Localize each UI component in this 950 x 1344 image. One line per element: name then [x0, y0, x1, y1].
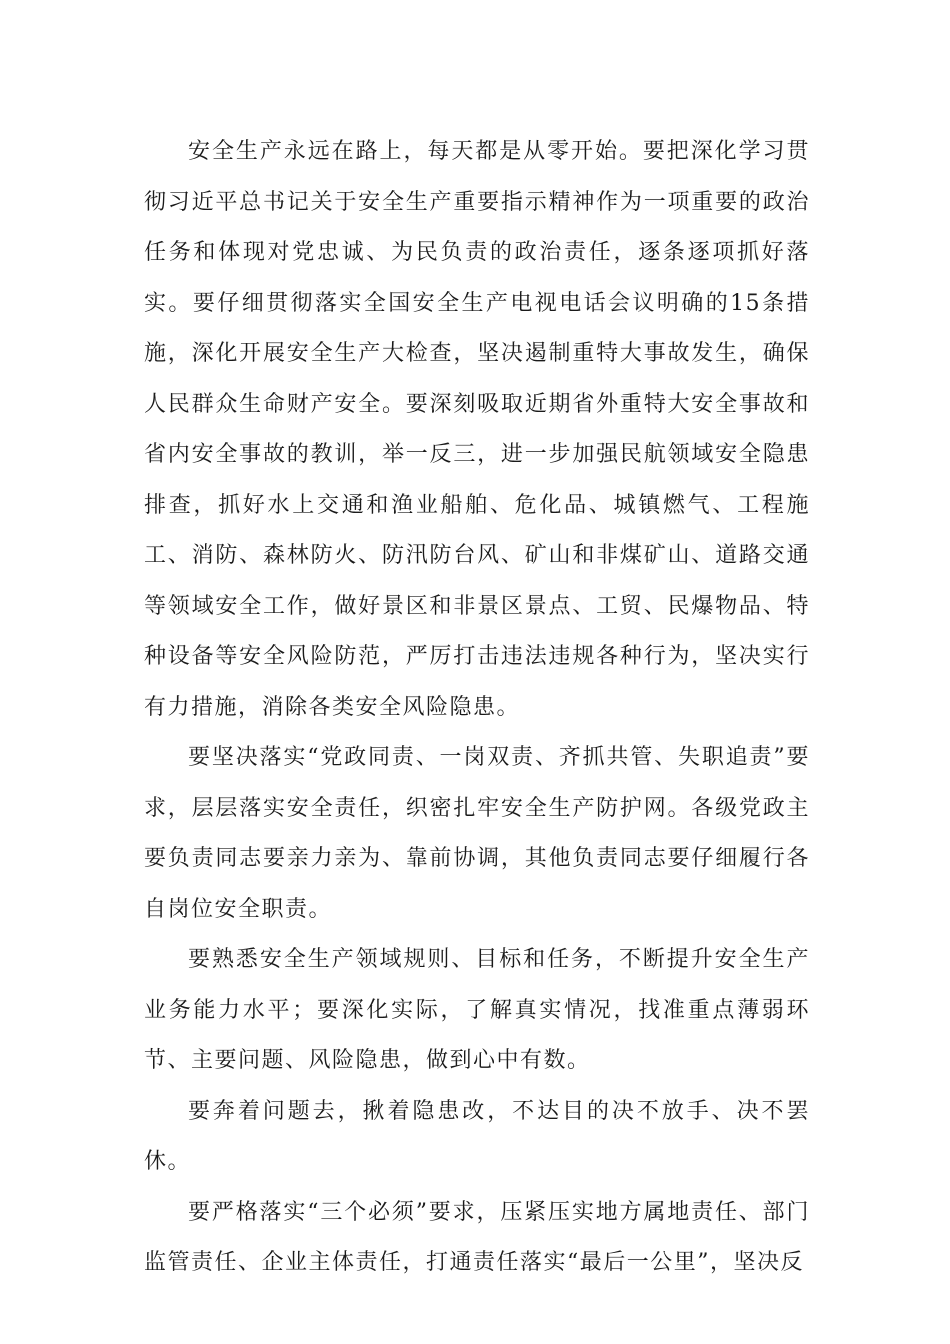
- paragraph: 要熟悉安全生产领域规则、目标和任务，不断提升安全生产业务能力水平；要深化实际，了解真实情况，找准重点薄弱环节、主要问题、风险隐患，做到心中有数。: [144, 947, 810, 1073]
- paragraph: 要奔着问题去，揪着隐患改，不达目的决不放手、决不罢休。: [144, 1098, 810, 1174]
- paragraph: 安全生产永远在路上，每天都是从零开始。要把深化学习贯彻习近平总书记关于安全生产重要指示精神作为一项重要的政治任务和体现对党忠诚、为民负责的政治责任，逐条逐项抓好落实。要仔细贯彻落实全国安全生产电视电话会议明确的15条措施，深化开展安全生产大检查，坚决遏制重特大事故发生，确保人民群众生命财产安全。要深刻吸取近期省外重特大安全事故和省内安全事故的教训，举一反三，进一步加强民航领域安全隐患排查，抓好水上交通和渔业船舶、危化品、城镇燃气、工程施工、消防、森林防火、防汛防台风、矿山和非煤矿山、道路交通等领域安全工作，做好景区和非景区景点、工贸、民爆物品、特种设备等安全风险防范，严厉打击违法违规各种行为，坚决实行有力措施，消除各类安全风险隐患。: [144, 139, 810, 720]
- paragraph: 要坚决落实“党政同责、一岗双责、齐抓共管、失职追责”要求，层层落实安全责任，织密扎牢安全生产防护网。各级党政主要负责同志要亲力亲为、靠前协调，其他负责同志要仔细履行各自岗位安全职责。: [144, 745, 810, 922]
- paragraph: 要严格落实“三个必须”要求，压紧压实地方属地责任、部门监管责任、企业主体责任，打通责任落实“最后一公里”，坚决反: [144, 1199, 810, 1275]
- document-body: [144, 127, 810, 1289]
